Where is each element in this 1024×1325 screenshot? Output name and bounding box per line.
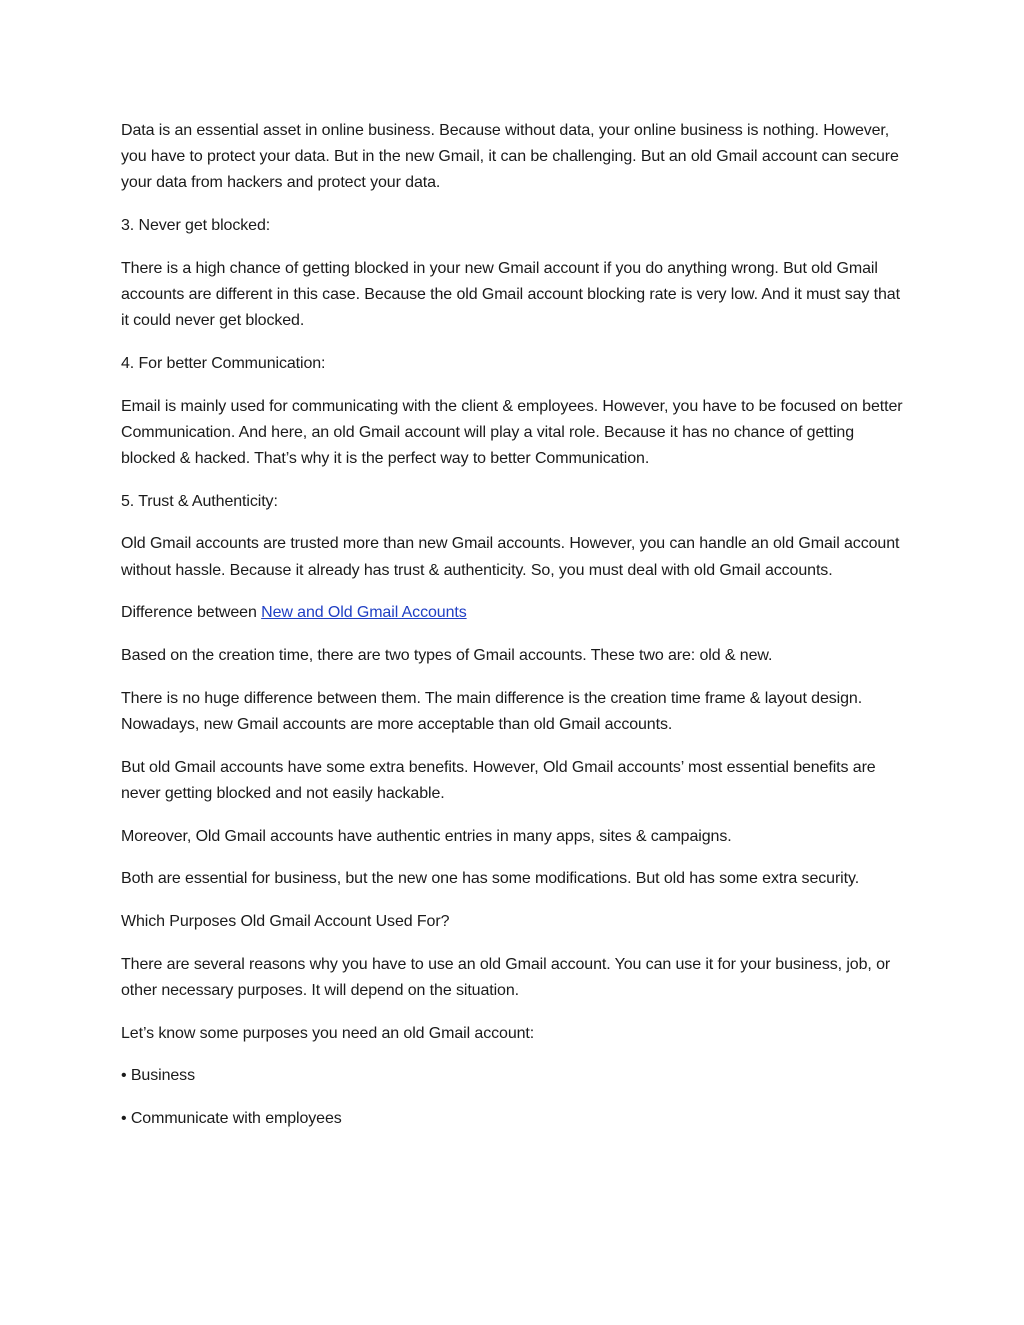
heading-better-communication: 4. For better Communication: — [121, 354, 326, 372]
paragraph-authentic-entries: Moreover, Old Gmail accounts have authentic entries in many apps, sites & campaigns. — [121, 827, 732, 845]
heading-trust-authenticity: 5. Trust & Authenticity: — [121, 492, 278, 510]
list-item: • Communicate with employees — [121, 1109, 342, 1127]
paragraph-trust: Old Gmail accounts are trusted more than new Gmail accounts. However, you can handle an old Gmail account without hassle. Because it already has trust & authenticity. So, you must deal with old Gmail accounts. — [121, 535, 900, 579]
paragraph-extra-benefits: But old Gmail accounts have some extra benefits. However, Old Gmail accounts’ most essential benefits are never getting blocked and not easily hackable. — [121, 758, 876, 802]
paragraph-communication: Email is mainly used for communicating with the client & employees. However, you have to be focused on better Communication. And here, an old Gmail account will play a vital role. Because it has no chance of getting blocked & hacked. That’s why it is the perfect way to better Communication. — [121, 397, 903, 468]
new-and-old-gmail-accounts-link[interactable]: New and Old Gmail Accounts — [261, 604, 467, 622]
list-item: • Business — [121, 1067, 195, 1085]
paragraph-no-huge-difference: There is no huge difference between them. The main difference is the creation time frame & layout design. Nowadays, new Gmail accounts are more acceptable than old Gmail accounts. — [121, 689, 863, 733]
paragraph-blocking: There is a high chance of getting blocked in your new Gmail account if you do anything wrong. But old Gmail accounts are different in this case. Because the old Gmail account blocking rate is very low. And it must say that it could never get blocked. — [121, 259, 900, 330]
paragraph-lets-know: Let’s know some purposes you need an old Gmail account: — [121, 1024, 535, 1042]
difference-line — [121, 600, 911, 626]
paragraph-data-asset: Data is an essential asset in online business. Because without data, your online business is nothing. However, you have to protect your data. But in the new Gmail, it can be challenging. But an old Gmail account can secure your data from hackers and protect your data. — [121, 122, 899, 192]
paragraph-creation-time: Based on the creation time, there are two types of Gmail accounts. These two are: old & new. — [121, 647, 773, 665]
document-page — [121, 118, 911, 1149]
heading-never-get-blocked: 3. Never get blocked: — [121, 217, 271, 235]
paragraph-both-essential: Both are essential for business, but the new one has some modifications. But old has some extra security. — [121, 870, 860, 888]
paragraph-several-reasons: There are several reasons why you have to use an old Gmail account. You can use it for your business, job, or other necessary purposes. It will depend on the situation. — [121, 955, 891, 999]
heading-purposes: Which Purposes Old Gmail Account Used For? — [121, 912, 450, 930]
difference-prefix: Difference between — [121, 604, 262, 622]
